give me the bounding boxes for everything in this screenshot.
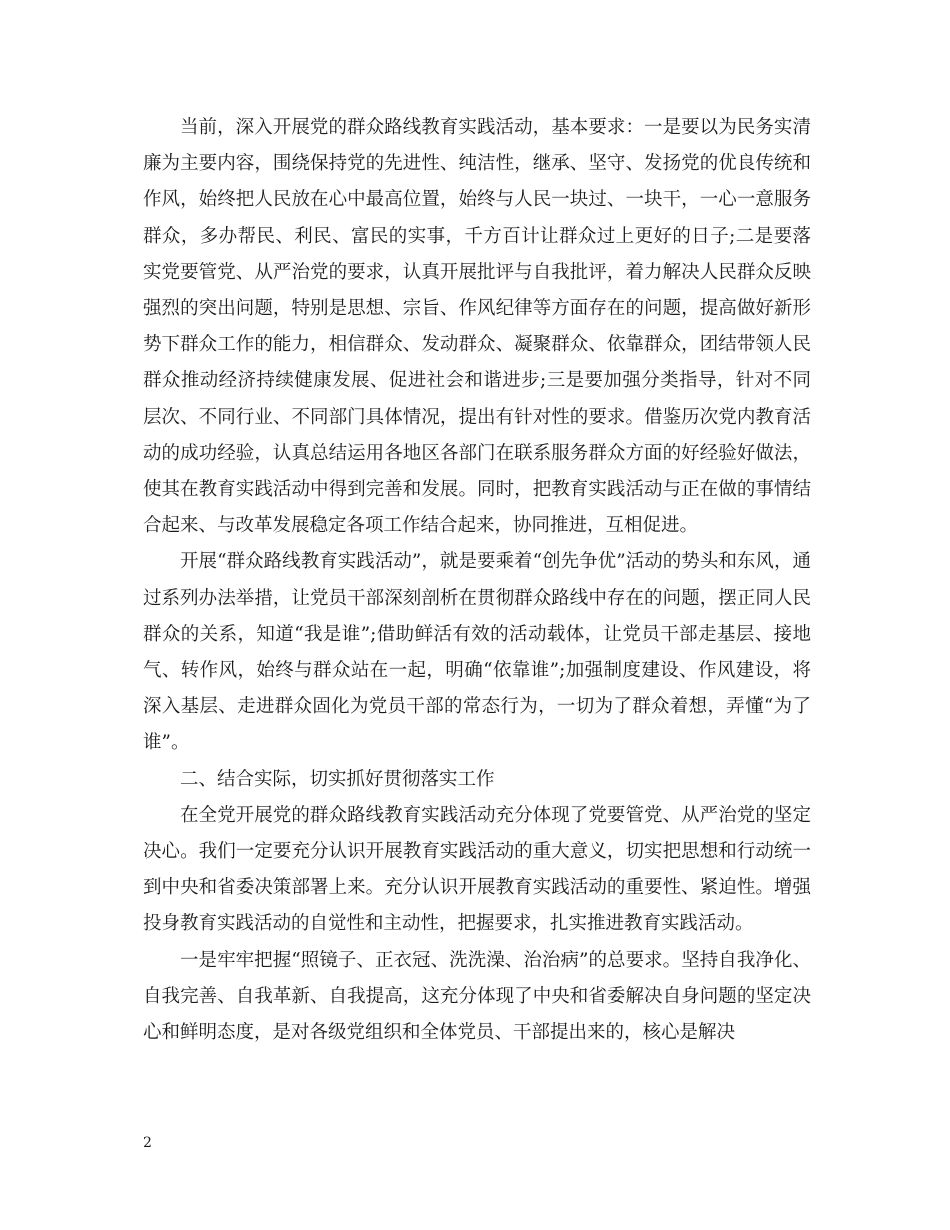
section-heading: 二、结合实际，切实抓好贯彻落实工作 [180,768,495,790]
paragraph-party-determination: 在全党开展党的群众路线教育实践活动充分体现了党要管党、从严治党的坚定决心。我们一定要充分认识开展教育实践活动的重大意义，切实把思想和行动统一到中央和省委决策部署上来。充分认识开展教育实践活动的重要性、紧迫性。增强投身教育实践活动的自觉性和主动性，把握要求，扎实推进教育实践活动。 [143,804,811,935]
page-number: 2 [143,1135,152,1151]
paragraph-mass-line-campaign: 开展“群众路线教育实践活动”，就是要乘着“创先争优”活动的势头和东风，通过系列办法举措，让党员干部深刻剖析在贯彻群众路线中存在的问题，摆正同人民群众的关系，知道“我是谁”;借助鲜活有效的活动载体，让党员干部走基层、接地气、转作风，始终与群众站在一起，明确“依靠谁”;加强制度建设、作风建设，将深入基层、走进群众固化为党员干部的常态行为，一切为了群众着想，弄懂“为了谁”。 [143,551,811,754]
paragraph-basic-requirements: 当前，深入开展党的群众路线教育实践活动，基本要求：一是要以为民务实清廉为主要内容，围绕保持党的先进性、纯洁性，继承、坚守、发扬党的优良传统和作风，始终把人民放在心中最高位置，始终与人民一块过、一块干，一心一意服务群众，多办帮民、利民、富民的实事，千方百计让群众过上更好的日子;二是要落实党要管党、从严治党的要求，认真开展批评与自我批评，着力解决人民群众反映强烈的突出问题，特别是思想、宗旨、作风纪律等方面存在的问题，提高做好新形势下群众工作的能力，相信群众、发动群众、凝聚群众、依靠群众，团结带领人民群众推动经济持续健康发展、促进社会和谐进步;三是要加强分类指导，针对不同层次、不同行业、不同部门具体情况，提出有针对性的要求。借鉴历次党内教育活动的成功经验，认真总结运用各地区各部门在联系服务群众方面的好经验好做法，使其在教育实践活动中得到完善和发展。同时，把教育实践活动与正在做的事情结合起来、与改革发展稳定各项工作结合起来，协同推进，互相促进。 [143,117,811,537]
paragraph-general-requirements: 一是牢牢把握“照镜子、正衣冠、洗洗澡、治治病”的总要求。坚持自我净化、自我完善、自我革新、自我提高，这充分体现了中央和省委解决自身问题的坚定决心和鲜明态度，是对各级党组织和全体党员、干部提出来的，核心是解决 [143,949,811,1044]
document-body [143,110,811,1051]
